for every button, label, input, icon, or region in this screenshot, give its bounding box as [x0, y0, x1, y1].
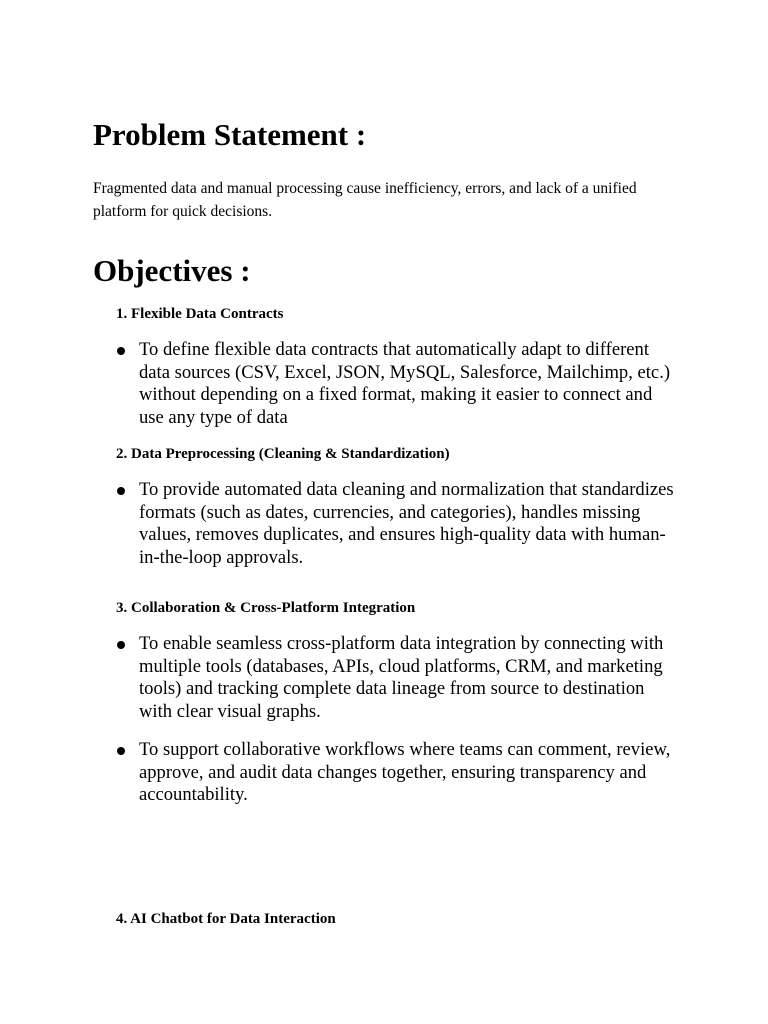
section-2-bullet-1 — [116, 479, 676, 569]
section-3-bullet-2 — [116, 739, 676, 807]
problem-statement-heading: Problem Statement : — [93, 117, 367, 152]
bullet-dot-icon — [117, 487, 125, 495]
bullet-dot-icon — [117, 641, 125, 649]
bullet-dot-icon — [117, 747, 125, 755]
bullet-text: To provide automated data cleaning and normalization that standardizes formats (such as dates, currencies, and categories), handles missing values, removes duplicates, and ensures high-quality data with human-in-the-loop approvals. — [139, 479, 674, 568]
section-3-bullet-1 — [116, 633, 676, 723]
section-2-title: 2. Data Preprocessing (Cleaning & Standardization) — [116, 446, 450, 462]
bullet-text: To support collaborative workflows where teams can comment, review, approve, and audit data changes together, ensuring transparency and accountability. — [139, 739, 671, 806]
section-3-title: 3. Collaboration & Cross-Platform Integration — [116, 600, 416, 616]
section-1-title: 1. Flexible Data Contracts — [116, 306, 284, 322]
objectives-heading: Objectives : — [93, 253, 251, 288]
bullet-text: To enable seamless cross-platform data integration by connecting with multiple tools (databases, APIs, cloud platforms, CRM, and marketing tools) and tracking complete data lineage from source to destination with clear visual graphs. — [139, 633, 664, 722]
bullet-text: To define flexible data contracts that automatically adapt to different data sources (CSV, Excel, JSON, MySQL, Salesforce, Mailchimp, etc.) without depending on a fixed format, making it easier to connect and use any type of data — [139, 339, 671, 428]
section-1-bullet-1 — [116, 339, 676, 429]
problem-statement-text: Fragmented data and manual processing cause inefficiency, errors, and lack of a unified platform for quick decisions. — [93, 180, 637, 220]
bullet-dot-icon — [117, 347, 125, 355]
section-4-title: 4. AI Chatbot for Data Interaction — [116, 911, 336, 927]
